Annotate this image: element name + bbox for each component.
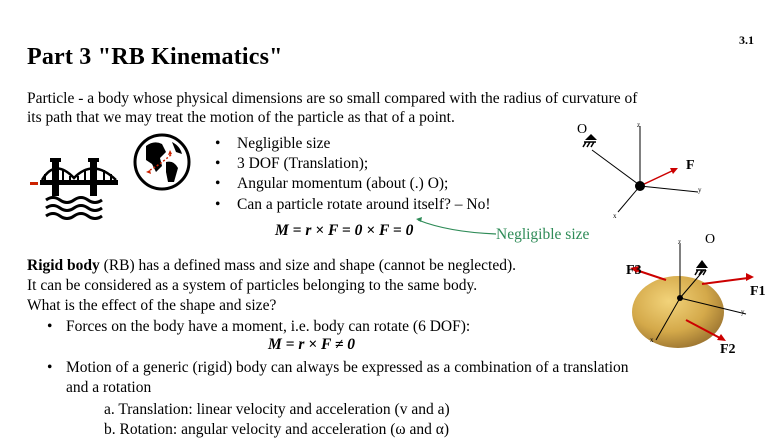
rigid-line-1: Rigid body (RB) has a defined mass and size and shape (cannot be neglected). (27, 257, 516, 274)
page-title: Part 3 "RB Kinematics" (27, 44, 283, 70)
axis-label: y (741, 308, 745, 316)
force-label-f1: F1 (750, 284, 766, 299)
globe-icon (132, 132, 192, 192)
particle-moment-equation: M = r × F = 0 × F = 0 (275, 222, 414, 239)
force-label-f2: F2 (720, 342, 736, 357)
axis-label: z (637, 121, 641, 129)
particle-bullet: • Negligible size (215, 135, 331, 152)
particle-bullet: • 3 DOF (Translation); (215, 155, 369, 172)
force-label: F (686, 158, 695, 173)
rigid-body-diagram (616, 240, 784, 360)
particle-bullet: • Can a particle rotate around itself? – No! (215, 196, 491, 213)
axis-label: x (650, 336, 654, 344)
axis-label: x (613, 212, 617, 220)
intro-line-1: Particle - a body whose physical dimensions are so small compared with the radius of curvature of (27, 90, 638, 107)
bridge-icon (30, 152, 122, 220)
negligible-size-note: Negligible size (496, 226, 590, 243)
particle-bullet: • Angular momentum (about (.) O); (215, 175, 449, 192)
axis-label: y (698, 186, 702, 194)
annotation-arrow (408, 212, 500, 238)
origin-label: O (705, 232, 716, 247)
particle-axes-diagram (570, 118, 700, 228)
rigid-line-3: What is the effect of the shape and size? (27, 297, 277, 314)
intro-line-2: its path that we may treat the motion of the particle as that of a point. (27, 109, 455, 126)
origin-label: O (577, 122, 588, 137)
rigid-bullet: • Forces on the body have a moment, i.e. body can rotate (6 DOF): (47, 318, 471, 335)
force-label-f3: F3 (626, 263, 642, 278)
rigid-bullet-continuation: and a rotation (66, 379, 152, 396)
page-number: 3.1 (739, 33, 754, 47)
axis-label: z (678, 238, 682, 246)
rigid-item-b: b. Rotation: angular velocity and acceleration (ω and α) (104, 421, 449, 438)
rigid-moment-equation: M = r × F ≠ 0 (268, 336, 356, 353)
rigid-line-2: It can be considered as a system of particles belonging to the same body. (27, 277, 478, 294)
rigid-item-a: a. Translation: linear velocity and acceleration (v and a) (104, 401, 450, 418)
rigid-bullet: • Motion of a generic (rigid) body can always be expressed as a combination of a translation (47, 359, 629, 376)
